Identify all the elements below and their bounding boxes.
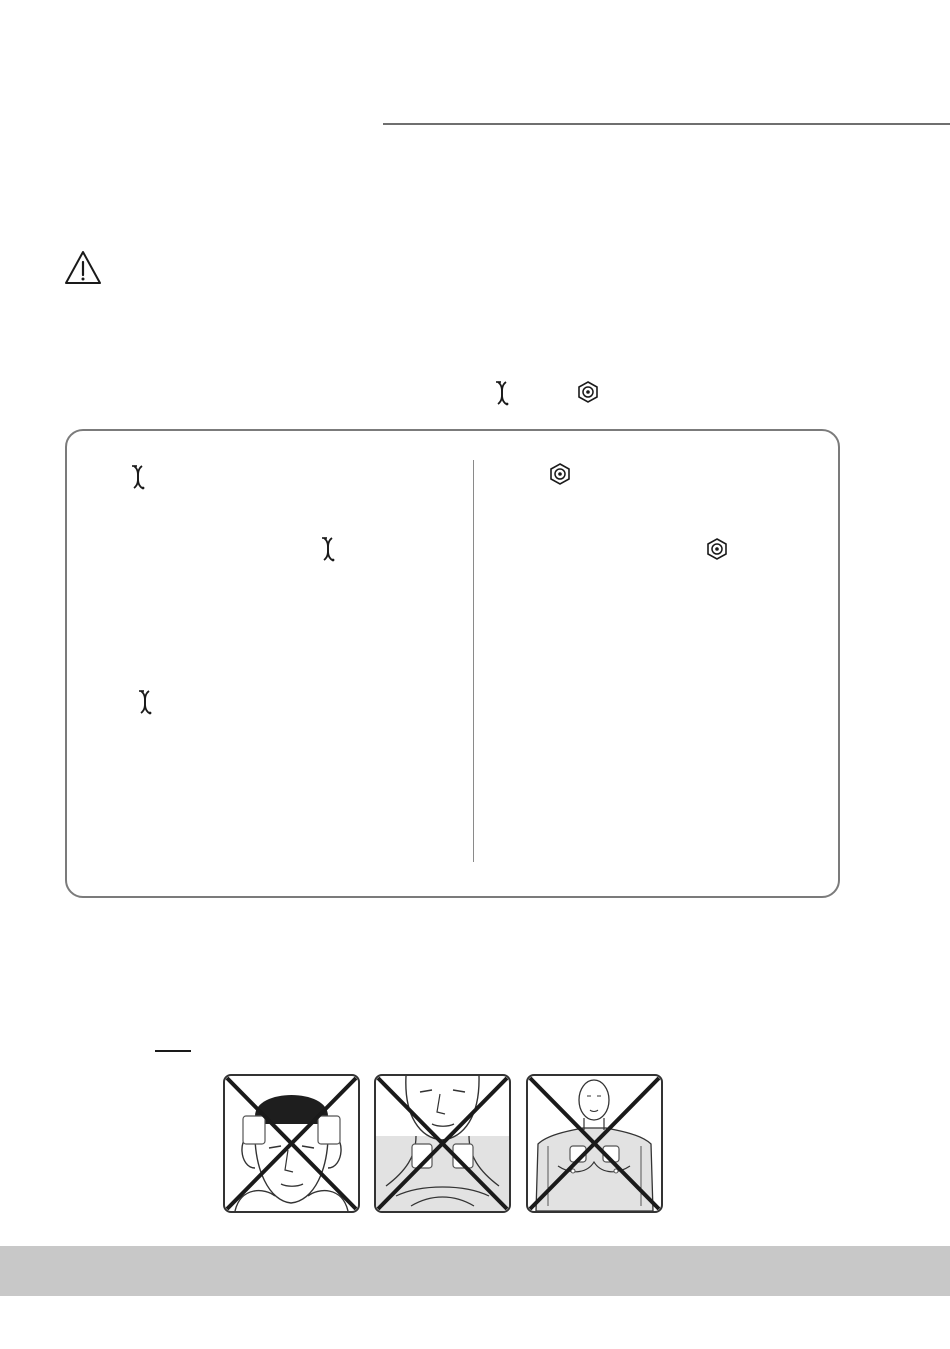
neck-illustration xyxy=(376,1076,509,1211)
mode-comparison-panel xyxy=(65,429,840,898)
illustration-chest-crossed xyxy=(526,1074,663,1213)
twisted-wave-mode-icon xyxy=(494,380,510,406)
hexagon-target-mode-icon xyxy=(706,538,728,560)
hexagon-target-mode-icon xyxy=(549,463,571,485)
twisted-wave-mode-icon xyxy=(320,536,336,562)
chest-illustration xyxy=(528,1076,661,1211)
twisted-wave-mode-icon xyxy=(130,464,146,490)
illustration-neck-crossed xyxy=(374,1074,511,1213)
twisted-wave-mode-icon xyxy=(137,689,153,715)
panel-divider xyxy=(473,460,474,862)
header-rule xyxy=(383,123,950,125)
underline-mark xyxy=(155,1050,191,1052)
illustration-head-crossed xyxy=(223,1074,360,1213)
hexagon-target-mode-icon xyxy=(577,381,599,403)
footer-band xyxy=(0,1246,950,1296)
warning-triangle-icon xyxy=(64,250,102,286)
head-illustration xyxy=(225,1076,358,1211)
